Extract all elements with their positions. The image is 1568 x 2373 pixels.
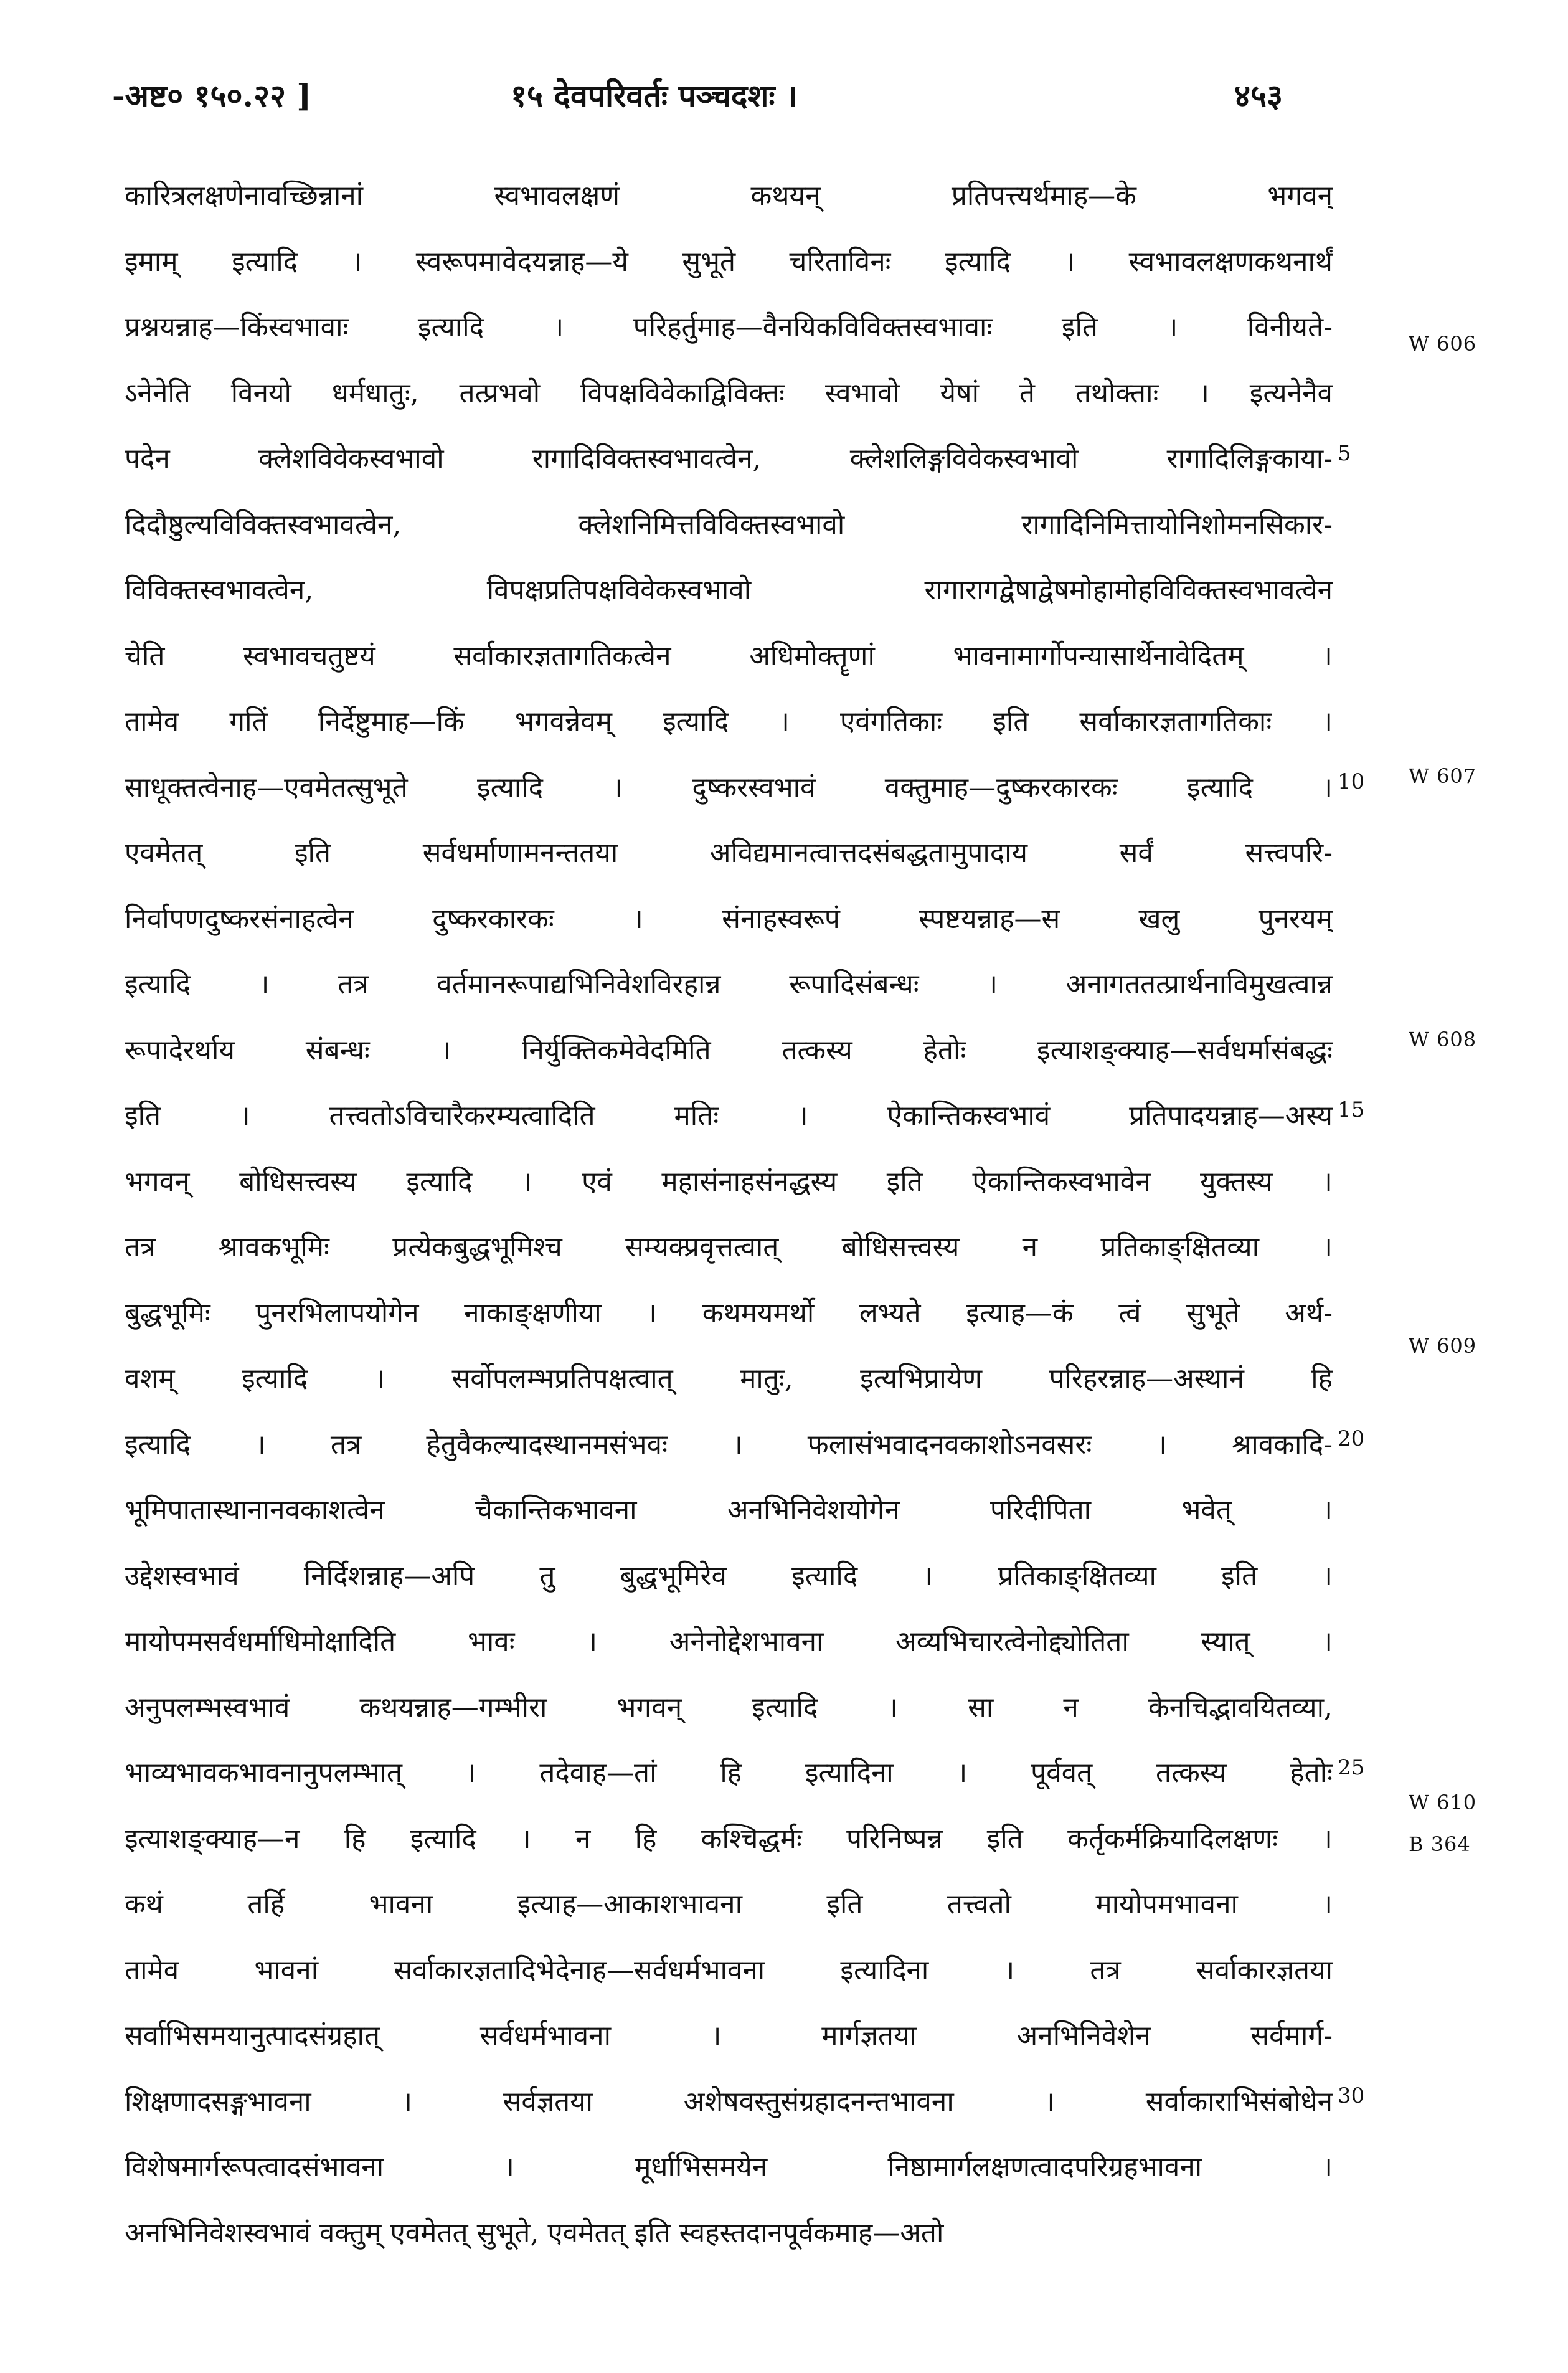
text-line: ऽनेनेति विनयो धर्मधातुः, तत्प्रभवो विपक्षविवेकाद्विविक्तः स्वभावो येषां ते तथोक्ताः । इत्यनेनैव [125, 377, 1333, 409]
line-number: 15 [1338, 1097, 1365, 1122]
text-line: कारित्रलक्षणेनावच्छिन्नानां स्वभावलक्षणं कथयन् प्रतिपत्त्यर्थमाह—के भगवन् [125, 180, 1333, 212]
text-line: विविक्तस्वभावत्वेन, विपक्षप्रतिपक्षविवेकस्वभावो रागारागद्वेषाद्वेषमोहामोहविविक्तस्वभावत्वेन [125, 574, 1333, 606]
text-line: इत्याशङ्क्याह—न हि इत्यादि । न हि कश्चिद्धर्मः परिनिष्पन्न इति कर्तृकर्मक्रियादिलक्षणः । [125, 1822, 1333, 1855]
margin-reference: W 606 [1409, 332, 1477, 356]
text-line: वशम् इत्यादि । सर्वोपलम्भप्रतिपक्षत्वात् मातुः, इत्यभिप्रायेण परिहरन्नाह—अस्थानं हि [125, 1363, 1333, 1395]
text-line: तामेव भावनां सर्वाकारज्ञतादिभेदेनाह—सर्वधर्मभावना इत्यादिना । तत्र सर्वाकारज्ञतया [125, 1954, 1333, 1986]
header-section-ref: -अष्ट० १५०.२२ ] [112, 77, 312, 114]
text-line: एवमेतत् इति सर्वधर्माणामनन्ततया अविद्यमानत्वात्तदसंबद्धतामुपादाय सर्वं सत्त्वपरि- [125, 837, 1333, 869]
text-line: सर्वाभिसमयानुत्पादसंग्रहात् सर्वधर्मभावना । मार्गज्ञतया अनभिनिवेशेन सर्वमार्ग- [125, 2020, 1333, 2052]
margin-reference: W 610 [1409, 1791, 1477, 1814]
header-chapter-title: १५ देवपरिवर्तः पञ्चदशः । [511, 77, 798, 114]
text-line: अनुपलम्भस्वभावं कथयन्नाह—गम्भीरा भगवन् इत्यादि । सा न केनचिद्भावयितव्या, [125, 1691, 1333, 1723]
text-line: इति । तत्त्वतोऽविचारैकरम्यत्वादिति मतिः । ऐकान्तिकस्वभावं प्रतिपादयन्नाह—अस्य [125, 1100, 1333, 1132]
margin-reference: B 364 [1409, 1832, 1471, 1856]
text-line: चेति स्वभावचतुष्टयं सर्वाकारज्ञतागतिकत्वेन अधिमोक्तॄणां भावनामार्गोपन्यासार्थेनावेदितम् । [125, 640, 1333, 672]
text-line: साधूक्तत्वेनाह—एवमेतत्सुभूते इत्यादि । दुष्करस्वभावं वक्तुमाह—दुष्करकारकः इत्यादि । [125, 771, 1333, 803]
text-line: बुद्धभूमिः पुनरभिलापयोगेन नाकाङ्क्षणीया । कथमयमर्थो लभ्यते इत्याह—कं त्वं सुभूते अर्थ- [125, 1297, 1333, 1329]
text-line: भाव्यभावकभावनानुपलम्भात् । तदेवाह—तां हि इत्यादिना । पूर्ववत् तत्कस्य हेतोः [125, 1757, 1333, 1789]
running-header [112, 73, 1283, 130]
commentary-text [125, 163, 1333, 2266]
line-number: 10 [1338, 769, 1365, 794]
page-number: ४५३ [1234, 77, 1283, 114]
text-line: इत्यादि । तत्र वर्तमानरूपाद्यभिनिवेशविरहान्न रूपादिसंबन्धः । अनागततत्प्रार्थनाविमुखत्वान्न [125, 969, 1333, 1000]
text-line: रूपादेरर्थाय संबन्धः । निर्युक्तिकमेवेदमिति तत्कस्य हेतोः इत्याशङ्क्याह—सर्वधर्मासंबद्धः [125, 1034, 1333, 1066]
text-line: कथं तर्हि भावना इत्याह—आकाशभावना इति तत्त्वतो मायोपमभावना । [125, 1888, 1333, 1920]
line-number: 20 [1338, 1426, 1365, 1451]
margin-reference: W 609 [1409, 1334, 1477, 1358]
margin-reference: W 607 [1409, 764, 1477, 788]
line-number: 25 [1338, 1755, 1365, 1780]
text-line: भूमिपातास्थानानवकाशत्वेन चैकान्तिकभावना अनभिनिवेशयोगेन परिदीपिता भवेत् । [125, 1494, 1333, 1526]
text-line: उद्देशस्वभावं निर्दिशन्नाह—अपि तु बुद्धभूमिरेव इत्यादि । प्रतिकाङ्क्षितव्या इति । [125, 1560, 1333, 1592]
line-number: 30 [1338, 2083, 1365, 2108]
text-line: तामेव गतिं निर्देष्टुमाह—किं भगवन्नेवम् इत्यादि । एवंगतिकाः इति सर्वाकारज्ञतागतिकाः । [125, 706, 1333, 737]
text-line: अनभिनिवेशस्वभावं वक्तुम् एवमेतत् सुभूते, एवमेतत् इति स्वहस्तदानपूर्वकमाह—अतो [125, 2217, 944, 2249]
text-line: पदेन क्लेशविवेकस्वभावो रागादिविक्तस्वभावत्वेन, क्लेशलिङ्गविवेकस्वभावो रागादिलिङ्गकाया- [125, 443, 1333, 475]
text-line: तत्र श्रावकभूमिः प्रत्येकबुद्धभूमिश्च सम्यक्प्रवृत्तत्वात् बोधिसत्त्वस्य न प्रतिकाङ्क्षितव्या । [125, 1231, 1333, 1263]
text-line: दिदौष्ठुल्यविविक्तस्वभावत्वेन, क्लेशनिमित्तविविक्तस्वभावो रागादिनिमित्तायोनिशोमनसिकार- [125, 508, 1333, 541]
text-line: मायोपमसर्वधर्माधिमोक्षादिति भावः । अनेनोद्देशभावना अव्यभिचारत्वेनोद्द्योतिता स्यात् । [125, 1626, 1333, 1657]
text-line: विशेषमार्गरूपत्वादसंभावना । मूर्धाभिसमयेन निष्ठामार्गलक्षणत्वादपरिग्रहभावना । [125, 2151, 1333, 2183]
text-line: शिक्षणादसङ्गभावना । सर्वज्ञतया अशेषवस्तुसंग्रहादनन्तभावना । सर्वाकाराभिसंबोधेन [125, 2085, 1333, 2118]
text-line: इमाम् इत्यादि । स्वरूपमावेदयन्नाह—ये सुभूते चरिताविनः इत्यादि । स्वभावलक्षणकथनार्थं [125, 245, 1333, 278]
text-line: इत्यादि । तत्र हेतुवैकल्यादस्थानमसंभवः । फलासंभवादनवकाशोऽनवसरः । श्रावकादि- [125, 1428, 1333, 1461]
text-line: प्रश्नयन्नाह—किंस्वभावाः इत्यादि । परिहर्तुमाह—वैनयिकविविक्तस्वभावाः इति । विनीयते- [125, 311, 1333, 343]
text-line: निर्वापणदुष्करसंनाहत्वेन दुष्करकारकः । संनाहस्वरूपं स्पष्टयन्नाह—स खलु पुनरयम् [125, 902, 1333, 935]
text-line: भगवन् बोधिसत्त्वस्य इत्यादि । एवं महासंनाहसंनद्धस्य इति ऐकान्तिकस्वभावेन युक्तस्य । [125, 1165, 1333, 1198]
margin-reference: W 608 [1409, 1028, 1477, 1051]
line-number: 5 [1338, 441, 1351, 466]
